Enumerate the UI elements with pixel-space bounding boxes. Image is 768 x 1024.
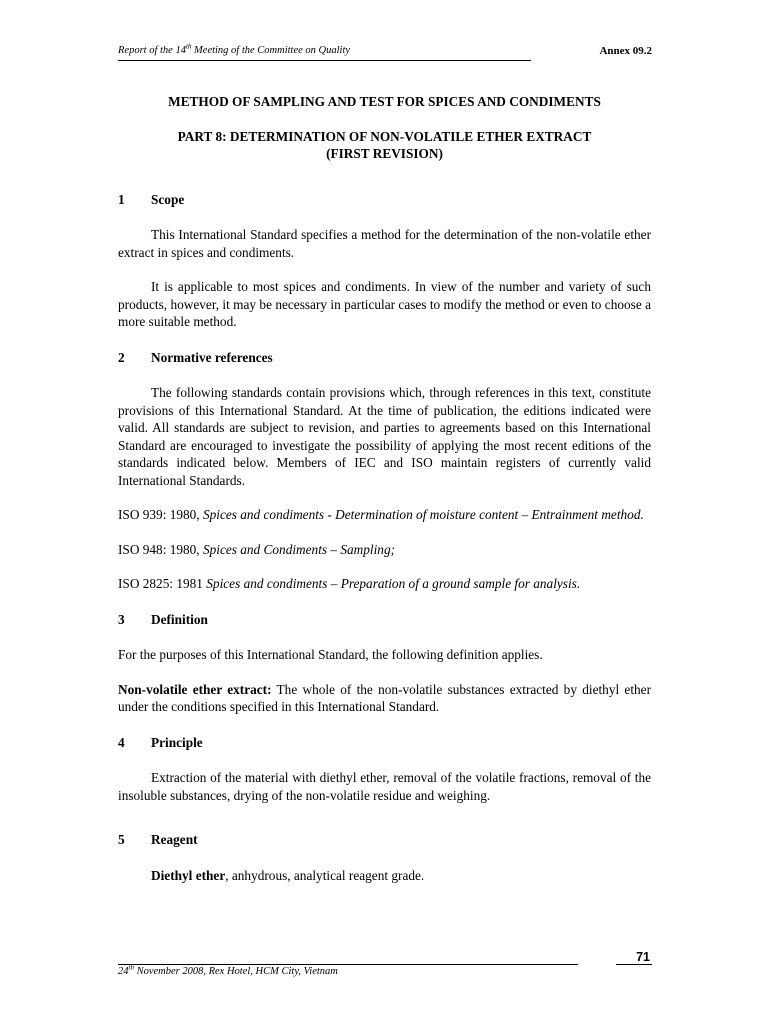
document-body — [118, 93, 651, 884]
reagent-paragraph: Diethyl ether, anhydrous, analytical reagent grade. — [151, 867, 425, 883]
reference-item: ISO 939: 1980, Spices and condiments - Determination of moisture content – Entrainment method. — [118, 507, 644, 522]
section-5-heading: 5 Reagent — [118, 832, 198, 847]
page-number: 71 — [616, 950, 652, 965]
footer-meeting-info: 24th November 2008, Rex Hotel, HCM City, Vietnam — [118, 963, 338, 977]
section-3-heading: 3 Definition — [118, 611, 208, 627]
section-2-heading: 2 Normative references — [118, 349, 273, 365]
definition-entry: Non-volatile ether extract: The whole of the non-volatile substances extracted by diethyl ether under the conditions specified in this International Standard. — [118, 681, 651, 714]
reference-item: ISO 2825: 1981 Spices and condiments – Preparation of a ground sample for analysis. — [118, 576, 581, 591]
page-footer — [118, 950, 652, 980]
normative-references-paragraph: The following standards contain provisions which, through references in this text, constitute provisions of this International Standard. At the time of publication, the editions indicated were valid. All standards are subject to revision, and parties to agreements based on this International Standard are encouraged to investigate the possibility of applying the most recent editions of the standards indicated below. Members of IEC and ISO maintain registers of currently valid International Standards. — [118, 385, 651, 488]
document-subtitle: PART 8: DETERMINATION OF NON-VOLATILE ETHER EXTRACT (FIRST REVISION) — [177, 128, 592, 161]
header-annex-label: Annex 09.2 — [599, 45, 652, 57]
section-1-heading: 1 Scope — [118, 191, 185, 207]
principle-paragraph: Extraction of the material with diethyl ether, removal of the volatile fractions, removal of the insoluble substances, drying of the non-volatile residue and weighing. — [118, 770, 651, 803]
definition-intro: For the purposes of this International Standard, the following definition applies. — [118, 647, 543, 662]
document-title: METHOD OF SAMPLING AND TEST FOR SPICES AND CONDIMENTS — [168, 94, 601, 109]
reference-item: ISO 948: 1980, Spices and Condiments – Sampling; — [118, 541, 396, 557]
page-header — [118, 44, 652, 60]
scope-paragraph-2: It is applicable to most spices and condiments. In view of the number and variety of such products, however, it may be necessary in particular cases to modify the method or even to choose a more suitable method. — [118, 279, 651, 329]
scope-paragraph-1: This International Standard specifies a method for the determination of the non-volatile ether extract in spices and condiments. — [118, 227, 651, 260]
header-rule — [118, 60, 531, 61]
header-report-title: Report of the 14th Meeting of the Committee on Quality — [118, 42, 351, 56]
section-4-heading: 4 Principle — [118, 734, 203, 750]
